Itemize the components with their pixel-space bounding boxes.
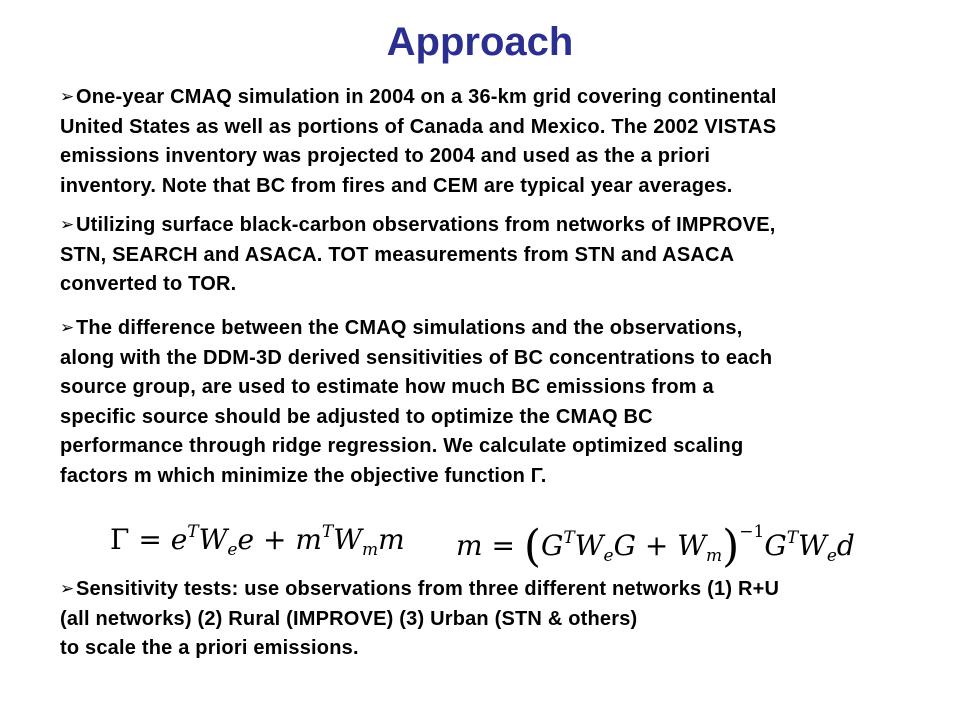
bullet-line: to scale the a priori emissions.: [60, 637, 359, 659]
bullet-line: source group, are used to estimate how much BC emissions from a: [60, 376, 714, 398]
arrowhead-bullet-icon: ➢: [60, 215, 75, 234]
bullet-line: emissions inventory was projected to 2004 and used as the a priori: [60, 145, 711, 167]
slide-title: Approach: [386, 20, 574, 64]
arrowhead-bullet-icon: ➢: [60, 87, 75, 106]
bullet-text: The difference between the CMAQ simulations and the observations,: [76, 317, 743, 339]
bullet-line: United States as well as portions of Canada and Mexico. The 2002 VISTAS: [60, 115, 777, 138]
bullet-line: specific source should be adjusted to optimize the CMAQ BC: [60, 405, 653, 428]
bullet-text: One-year CMAQ simulation in 2004 on a 36-km grid covering continental: [76, 86, 777, 108]
arrowhead-bullet-icon: ➢: [60, 579, 75, 598]
bullet-item-method: [60, 313, 920, 491]
bullet-item-sensitivity: [60, 574, 920, 664]
bullet-line: [60, 574, 920, 605]
bullet-line: along with the DDM-3D derived sensitivities of BC concentrations to each: [60, 346, 773, 369]
bullet-line: [60, 82, 920, 113]
bullet-text: Utilizing surface black-carbon observations from networks of IMPROVE,: [76, 214, 776, 236]
bullet-item-simulation: [60, 82, 920, 201]
objective-function-equation: $\Gamma = e^TW_ee + m^TW_mm$: [110, 522, 405, 560]
bullet-line: inventory. Note that BC from fires and CEM are typical year averages.: [60, 174, 733, 197]
scaling-factor-equation: $m = (G^TW_eG + W_m)^{-1}G^TW_ed$: [456, 521, 855, 572]
bullet-line: performance through ridge regression. We calculate optimized scaling: [60, 435, 744, 457]
bullet-line: [60, 313, 920, 344]
bullet-line: STN, SEARCH and ASACA. TOT measurements from STN and ASACA: [60, 243, 735, 266]
arrowhead-bullet-icon: ➢: [60, 318, 75, 337]
equations-row: [0, 502, 960, 572]
bullet-line: converted to TOR.: [60, 273, 237, 295]
bullet-item-observations: [60, 210, 920, 300]
bullet-line: (all networks) (2) Rural (IMPROVE) (3) Urban (STN & others): [60, 607, 638, 630]
bullet-text: Sensitivity tests: use observations from three different networks (1) R+U: [76, 578, 780, 600]
bullet-line: [60, 210, 920, 241]
bullet-line: factors m which minimize the objective function Γ.: [60, 464, 547, 487]
